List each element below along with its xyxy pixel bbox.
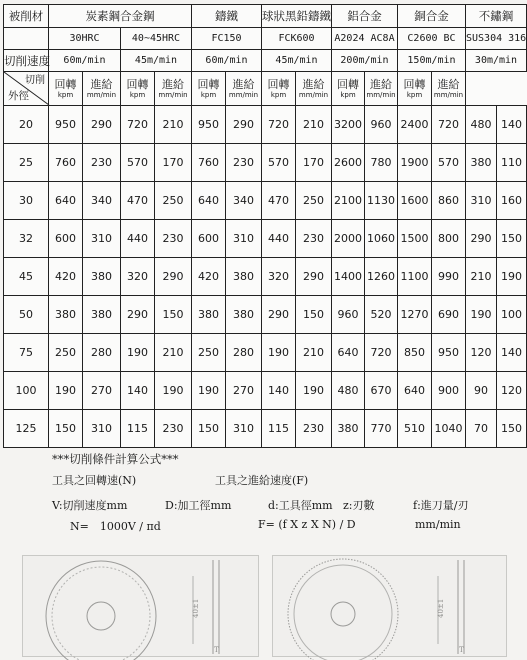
rpm-column-header [332,72,365,106]
rpm-label: 回轉 [54,77,77,91]
rpm-value-cell: 440 [121,220,155,258]
feed-value-cell: 1130 [365,182,398,220]
feed-value-cell: 290 [83,106,121,144]
rpm-value-cell: 90 [466,372,497,410]
feed-value-cell: 290 [296,258,332,296]
feed-value-cell: 100 [497,296,527,334]
feed-value-cell: 280 [83,334,121,372]
legend-teeth: z:刃數 [343,499,375,512]
dimension-label-left: 40±1 [192,598,200,618]
rpm-label: 回轉 [337,77,359,91]
rpm-unit: kpm [406,90,423,99]
feed-value-cell: 960 [365,106,398,144]
feed-value-cell: 140 [497,334,527,372]
feed-value-cell: 190 [296,372,332,410]
feed-label: 進給 [370,77,392,91]
feed-unit: mm/min [433,90,464,99]
grade-carbon-a: 30HRC [49,28,121,50]
rpm-column-header [49,72,83,106]
legend-workpiece-diameter: D:加工徑mm [165,499,232,512]
speed-ductile-iron: 45m/min [262,50,332,72]
table-row [4,372,527,410]
material-aluminum: 鋁合金 [332,5,398,28]
rpm-value-cell: 640 [192,182,226,220]
rpm-value-cell: 760 [49,144,83,182]
rpm-value-cell: 1270 [398,296,432,334]
rpm-value-cell: 470 [121,182,155,220]
rpm-value-cell: 420 [49,258,83,296]
rpm-value-cell: 480 [466,106,497,144]
rpm-value-cell: 140 [121,372,155,410]
feed-label: 進給 [302,77,325,91]
rpm-value-cell: 250 [192,334,226,372]
feed-value-cell: 250 [155,182,192,220]
feed-value-cell: 800 [432,220,466,258]
feed-value-cell: 170 [155,144,192,182]
feed-value-cell: 230 [226,144,262,182]
feed-value-cell: 290 [155,258,192,296]
feed-value-cell: 570 [432,144,466,182]
feed-column-header [365,72,398,106]
feed-value-cell: 1060 [365,220,398,258]
table-row [4,296,527,334]
rpm-value-cell: 960 [332,296,365,334]
material-header-label: 被削材 [4,5,49,28]
dimension-label-right: 40±1 [437,598,445,618]
feed-unit: mm/min [86,90,117,99]
rpm-value-cell: 720 [262,106,296,144]
feed-value-cell: 290 [226,106,262,144]
feed-value-cell: 140 [497,106,527,144]
rpm-value-cell: 2100 [332,182,365,220]
rpm-value-cell: 2000 [332,220,365,258]
feed-value-cell: 990 [432,258,466,296]
grade-carbon-b: 40~45HRC [121,28,192,50]
speed-copper: 150m/min [398,50,466,72]
rpm-value-cell: 3200 [332,106,365,144]
rpm-value-cell: 570 [262,144,296,182]
table-row [4,410,527,448]
table-row [4,106,527,144]
diameter-cell: 125 [4,410,49,448]
feed-value-cell: 720 [432,106,466,144]
grade-ductile-iron: FCK600 [262,28,332,50]
diameter-cell: 50 [4,296,49,334]
rpm-value-cell: 1900 [398,144,432,182]
rpm-unit: kpm [200,90,217,99]
feed-column-header [83,72,121,106]
corner-label-cut: 切削 [25,75,45,86]
rpm-formula-label: 工具之回轉速(N) [52,474,137,487]
rpm-value-cell: 760 [192,144,226,182]
rpm-value-cell: 210 [466,258,497,296]
table-row [4,258,527,296]
feed-value-cell: 380 [226,296,262,334]
feed-value-cell: 270 [226,372,262,410]
feed-unit: mm/min [228,90,259,99]
rpm-label: 回轉 [403,77,426,91]
diameter-cell: 75 [4,334,49,372]
feed-column-header [296,72,332,106]
feed-value-cell: 250 [296,182,332,220]
rpm-value-cell: 640 [332,334,365,372]
rpm-value-cell: 380 [466,144,497,182]
speed-carbon-a: 60m/min [49,50,121,72]
rpm-value-cell: 640 [49,182,83,220]
feed-value-cell: 380 [83,258,121,296]
speed-carbon-b: 45m/min [121,50,192,72]
corner-header-cell [4,72,49,106]
rpm-value-cell: 320 [121,258,155,296]
feed-value-cell: 150 [296,296,332,334]
rpm-value-cell: 290 [121,296,155,334]
rpm-value-cell: 140 [262,372,296,410]
rpm-value-cell: 115 [121,410,155,448]
feed-unit: mm/min [298,90,329,99]
feed-value-cell: 210 [155,334,192,372]
saw-blade-drawing-right [272,555,507,657]
thickness-label-left: T [214,646,219,654]
material-stainless: 不鏽鋼 [466,5,527,28]
feed-value-cell: 230 [296,410,332,448]
table-row [4,334,527,372]
rpm-unit: kpm [57,90,74,99]
rpm-value-cell: 1100 [398,258,432,296]
rpm-value-cell: 470 [262,182,296,220]
feed-value-cell: 770 [365,410,398,448]
feed-formula-label: 工具之進給速度(F) [215,474,309,487]
feed-value-cell: 780 [365,144,398,182]
rpm-value-cell: 570 [121,144,155,182]
feed-value-cell: 150 [155,296,192,334]
rpm-value-cell: 440 [262,220,296,258]
rpm-value-cell: 190 [262,334,296,372]
rpm-value-cell: 290 [466,220,497,258]
feed-value-cell: 690 [432,296,466,334]
table-row [4,182,527,220]
feed-value-cell: 310 [226,410,262,448]
feed-value-cell: 230 [155,410,192,448]
rpm-unit: kpm [340,90,356,99]
feed-value-cell: 380 [83,296,121,334]
rpm-value-cell: 600 [192,220,226,258]
table-row [4,144,527,182]
thickness-label-right: T [459,646,464,654]
grade-header-blank [4,28,49,50]
rpm-value-cell: 310 [466,182,497,220]
rpm-value-cell: 290 [262,296,296,334]
feed-value-cell: 120 [497,372,527,410]
rpm-value-cell: 1500 [398,220,432,258]
formula-title: ***切削條件計算公式*** [52,452,179,466]
feed-value-cell: 170 [296,144,332,182]
saw-blade-drawing-left [22,555,259,657]
feed-value-cell: 310 [83,410,121,448]
feed-value-cell: 1040 [432,410,466,448]
feed-column-header [432,72,466,106]
feed-column-header [155,72,192,106]
rpm-value-cell: 320 [262,258,296,296]
diameter-cell: 20 [4,106,49,144]
feed-value-cell: 230 [296,220,332,258]
rpm-value-cell: 850 [398,334,432,372]
diameter-cell: 45 [4,258,49,296]
feed-value-cell: 720 [365,334,398,372]
rpm-value-cell: 150 [49,410,83,448]
feed-value-cell: 150 [497,410,527,448]
formula-notes [0,445,515,555]
feed-value-cell: 340 [83,182,121,220]
cutting-conditions-table [3,4,527,448]
diameter-cell: 25 [4,144,49,182]
feed-unit: mm/min [366,90,396,99]
feed-value-cell: 210 [155,106,192,144]
rpm-value-cell: 250 [49,334,83,372]
feed-value-cell: 230 [155,220,192,258]
feed-value-cell: 150 [497,220,527,258]
rpm-unit: kpm [129,90,146,99]
diameter-cell: 100 [4,372,49,410]
feed-value-cell: 210 [296,334,332,372]
rpm-label: 回轉 [126,77,149,91]
feed-label: 進給 [232,77,255,91]
diameter-cell: 32 [4,220,49,258]
rpm-value-cell: 150 [192,410,226,448]
feed-value-cell: 340 [226,182,262,220]
grade-copper: C2600 BC [398,28,466,50]
feed-label: 進給 [437,77,460,91]
rpm-value-cell: 190 [192,372,226,410]
legend-tool-diameter: d:工具徑mm [268,499,333,512]
rpm-column-header [262,72,296,106]
feed-value-cell: 860 [432,182,466,220]
feed-value-cell: 950 [432,334,466,372]
rpm-column-header [121,72,155,106]
saw-blade-side-view-right [273,556,506,656]
feed-label: 進給 [162,77,184,91]
speed-stainless: 30m/min [466,50,527,72]
grade-aluminum: A2024 AC8A [332,28,398,50]
speed-header-label: 切削速度 [4,50,49,72]
material-ductile-iron: 球狀黑鉛鑄鐵 [262,5,332,28]
rpm-value-cell: 190 [121,334,155,372]
rpm-value-cell: 480 [332,372,365,410]
feed-unit: mm/min [158,90,188,99]
grade-cast-iron: FC150 [192,28,262,50]
rpm-value-cell: 510 [398,410,432,448]
rpm-value-cell: 2600 [332,144,365,182]
rpm-label: 回轉 [267,77,290,91]
feed-column-header [226,72,262,106]
grade-stainless: SUS304 316 [466,28,527,50]
speed-cast-iron: 60m/min [192,50,262,72]
feed-value-cell: 160 [497,182,527,220]
feed-value-cell: 520 [365,296,398,334]
feed-value-cell: 270 [83,372,121,410]
feed-value-cell: 380 [226,258,262,296]
rpm-value-cell: 190 [466,296,497,334]
legend-feed-per-tooth: f:進刀量/刃 [413,499,469,512]
feed-value-cell: 310 [83,220,121,258]
table-row [4,220,527,258]
rpm-value-cell: 720 [121,106,155,144]
formula-rpm: N= 1000V / πd [70,520,161,533]
rpm-value-cell: 1600 [398,182,432,220]
rpm-value-cell: 70 [466,410,497,448]
rpm-value-cell: 115 [262,410,296,448]
material-carbon-steel: 炭素鋼合金鋼 [49,5,192,28]
rpm-value-cell: 380 [49,296,83,334]
rpm-value-cell: 190 [49,372,83,410]
feed-value-cell: 230 [83,144,121,182]
feed-value-cell: 210 [296,106,332,144]
feed-value-cell: 190 [155,372,192,410]
feed-value-cell: 1260 [365,258,398,296]
rpm-value-cell: 950 [192,106,226,144]
rpm-unit: kpm [270,90,287,99]
rpm-value-cell: 120 [466,334,497,372]
legend-cutting-speed: V:切削速度mm [52,499,128,512]
rpm-column-header [192,72,226,106]
rpm-label: 回轉 [197,77,220,91]
feed-value-cell: 190 [497,258,527,296]
rpm-value-cell: 1400 [332,258,365,296]
formula-feed: F= (f X z X N) / D [258,518,356,531]
diameter-cell: 30 [4,182,49,220]
rpm-value-cell: 420 [192,258,226,296]
rpm-value-cell: 2400 [398,106,432,144]
rpm-value-cell: 640 [398,372,432,410]
feed-label: 進給 [90,77,113,91]
speed-aluminum: 200m/min [332,50,398,72]
rpm-column-header [398,72,432,106]
feed-value-cell: 900 [432,372,466,410]
rpm-value-cell: 600 [49,220,83,258]
rpm-value-cell: 380 [192,296,226,334]
saw-blade-side-view-left [23,556,258,656]
formula-feed-unit: mm/min [415,518,461,531]
rpm-value-cell: 380 [332,410,365,448]
feed-value-cell: 310 [226,220,262,258]
feed-value-cell: 110 [497,144,527,182]
feed-value-cell: 280 [226,334,262,372]
material-cast-iron: 鑄鐵 [192,5,262,28]
rpm-value-cell: 950 [49,106,83,144]
feed-value-cell: 670 [365,372,398,410]
corner-label-diameter: 外徑 [8,90,29,102]
material-copper: 銅合金 [398,5,466,28]
